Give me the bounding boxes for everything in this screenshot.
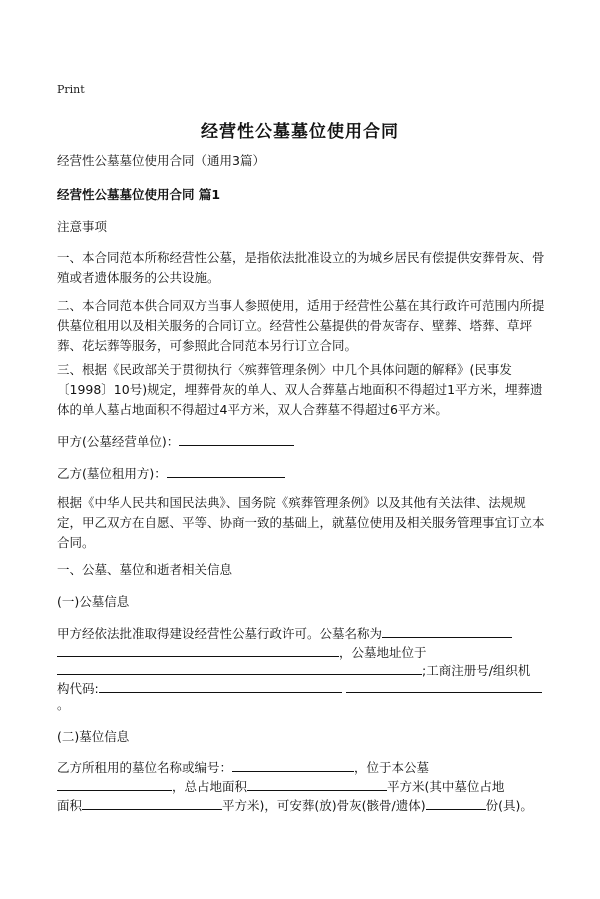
org-code-blank (99, 678, 342, 693)
party-b-line (57, 463, 285, 484)
org-code-blank-2 (346, 678, 542, 693)
document-title: 经营性公墓墓位使用合同 (201, 122, 399, 142)
plot-line-1 (57, 757, 429, 778)
notice-paragraph-3: 三、根据《民政部关于贯彻执行〈殡葬管理条例〉中几个具体问题的解释》(民事发〔1998〕10号)规定，埋葬骨灰的单人、双人合葬墓占地面积不得超过1平方米，埋葬遗体的单人墓占地面积不得超过4平方米，双人合葬墓不得超过6平方米。 (57, 362, 543, 417)
party-a-blank (179, 431, 294, 446)
burial-count-blank (426, 795, 486, 810)
cemetery-address-blank (57, 660, 422, 675)
plot-line-2 (57, 776, 504, 797)
party-a-line (57, 431, 294, 452)
party-b-label: 乙方(墓位租用方)： (57, 466, 167, 481)
burial-unit-label: 份(具)。 (485, 798, 533, 813)
basis-paragraph: 根据《中华人民共和国民法典》、国务院《殡葬管理条例》以及其他有关法律、法规规定，甲乙双方在自愿、平等、协商一致的基础上，就墓位使用及相关服务管理事宜订立本合同。 (57, 495, 545, 550)
plot-area-label: 平方米(其中墓位占地 (387, 779, 505, 794)
cemetery-name-blank-2 (57, 642, 339, 657)
org-code-label: 构代码: (57, 681, 99, 696)
plot-area-blank (82, 795, 222, 810)
notice-paragraph-1: 一、本合同范本所称经营性公墓，是指依法批准设立的为城乡居民有偿提供安葬骨灰、骨殖或者遗体服务的公共设施。 (57, 250, 545, 285)
notice-heading: 注意事项 (57, 219, 108, 234)
cemetery-info-heading: (一)公墓信息 (57, 594, 130, 609)
cemetery-line-1 (57, 623, 512, 644)
total-area-blank (247, 776, 387, 791)
area-prefix-label: 面积 (57, 798, 83, 813)
print-label[interactable]: Print (57, 83, 85, 96)
cemetery-name-label: 甲方经依法批准取得建设经营性公墓行政许可。公墓名称为 (57, 626, 383, 641)
cemetery-name-blank (382, 623, 512, 638)
notice-paragraph-2: 二、本合同范本供合同双方当事人参照使用，适用于经营性公墓在其行政许可范围内所提供墓位租用以及相关服务的合同订立。经营性公墓提供的骨灰寄存、壁葬、塔葬、草坪葬、花坛葬等服务，可参照此合同范本另行订立合同。 (57, 298, 545, 353)
burial-label: 平方米)，可安葬(放)骨灰(骸骨/遗体) (222, 798, 426, 813)
plot-location-blank (57, 776, 172, 791)
plot-number-label: 乙方所租用的墓位名称或编号： (57, 760, 233, 775)
plot-line-3 (57, 795, 533, 816)
cemetery-address-label: ，公墓地址位于 (339, 645, 427, 660)
section-heading: 经营性公墓墓位使用合同 篇1 (57, 187, 221, 202)
cemetery-line-end: 。 (57, 697, 70, 712)
party-b-blank (167, 463, 285, 478)
plot-number-blank (232, 757, 354, 772)
article-1-heading: 一、公墓、墓位和逝者相关信息 (57, 562, 233, 577)
registration-label: ;工商注册号/组织机 (422, 663, 531, 678)
plot-location-label: ，位于本公墓 (354, 760, 430, 775)
total-area-label: ，总占地面积 (172, 779, 248, 794)
plot-info-heading: (二)墓位信息 (57, 729, 130, 744)
cemetery-line-4 (57, 678, 542, 699)
subtitle: 经营性公墓墓位使用合同（通用3篇） (57, 153, 265, 168)
party-a-label: 甲方(公墓经营单位)： (57, 434, 180, 449)
